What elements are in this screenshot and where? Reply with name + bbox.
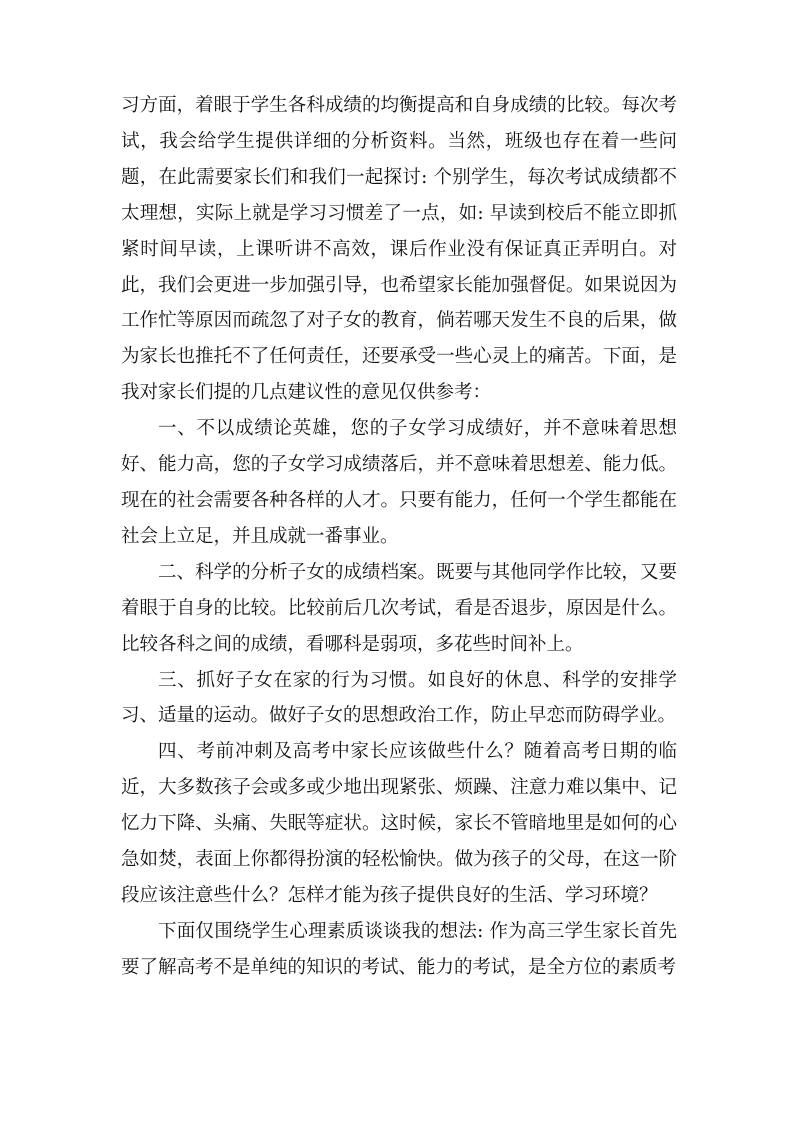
paragraph-suggestion-3: 三、抓好子女在家的行为习惯。如良好的休息、科学的安排学习、适量的运动。做好子女的思想政治工作，防止早恋而防碍学业。	[121, 669, 677, 727]
paragraph-suggestion-4: 四、考前冲刺及高考中家长应该做些什么？随着高考日期的临近，大多数孩子会或多或少地出现紧张、烦躁、注意力难以集中、记忆力下降、头痛、失眠等症状。这时候，家长不管暗地里是如何的心急如焚，表面上你都得扮演的轻松愉快。做为孩子的父母，在这一阶段应该注意些什么？怎样才能为孩子提供良好的生活、学习环境？	[121, 741, 677, 906]
paragraph-suggestion-2: 二、科学的分析子女的成绩档案。既要与其他同学作比较，又要着眼于自身的比较。比较前后几次考试，看是否退步，原因是什么。比较各科之间的成绩，看哪科是弱项，多花些时间补上。	[121, 561, 677, 655]
paragraph-intro: 习方面，着眼于学生各科成绩的均衡提高和自身成绩的比较。每次考试，我会给学生提供详细的分析资料。当然，班级也存在着一些问题，在此需要家长们和我们一起探讨: 个别学生，每次考试成绩都不太理想，实际上就是学习习惯差了一点，如: 早读到校后不能立即抓紧时间早读，上课听讲不高效，课后作业没有保证真正弄明白。对此，我们会更进一步加强引导，也希望家长能加强督促。如果说因为工作忙等原因而疏忽了对子女的教育，倘若哪天发生不良的后果，做为家长也推托不了任何责任，还要承受一些心灵上的痛苦。下面，是我对家长们提的几点建议性的意见仅供参考：	[121, 95, 677, 404]
document-body	[121, 88, 677, 986]
paragraph-suggestion-1: 一、不以成绩论英雄，您的子女学习成绩好，并不意味着思想好、能力高，您的子女学习成绩落后，并不意味着思想差、能力低。现在的社会需要各种各样的人才。只要有能力，任何一个学生都能在社会上立足，并且成就一番事业。	[121, 418, 677, 547]
paragraph-psychology: 下面仅围绕学生心理素质谈谈我的想法: 作为高三学生家长首先要了解高考不是单纯的知识的考试、能力的考试，是全方位的素质考	[121, 920, 677, 978]
